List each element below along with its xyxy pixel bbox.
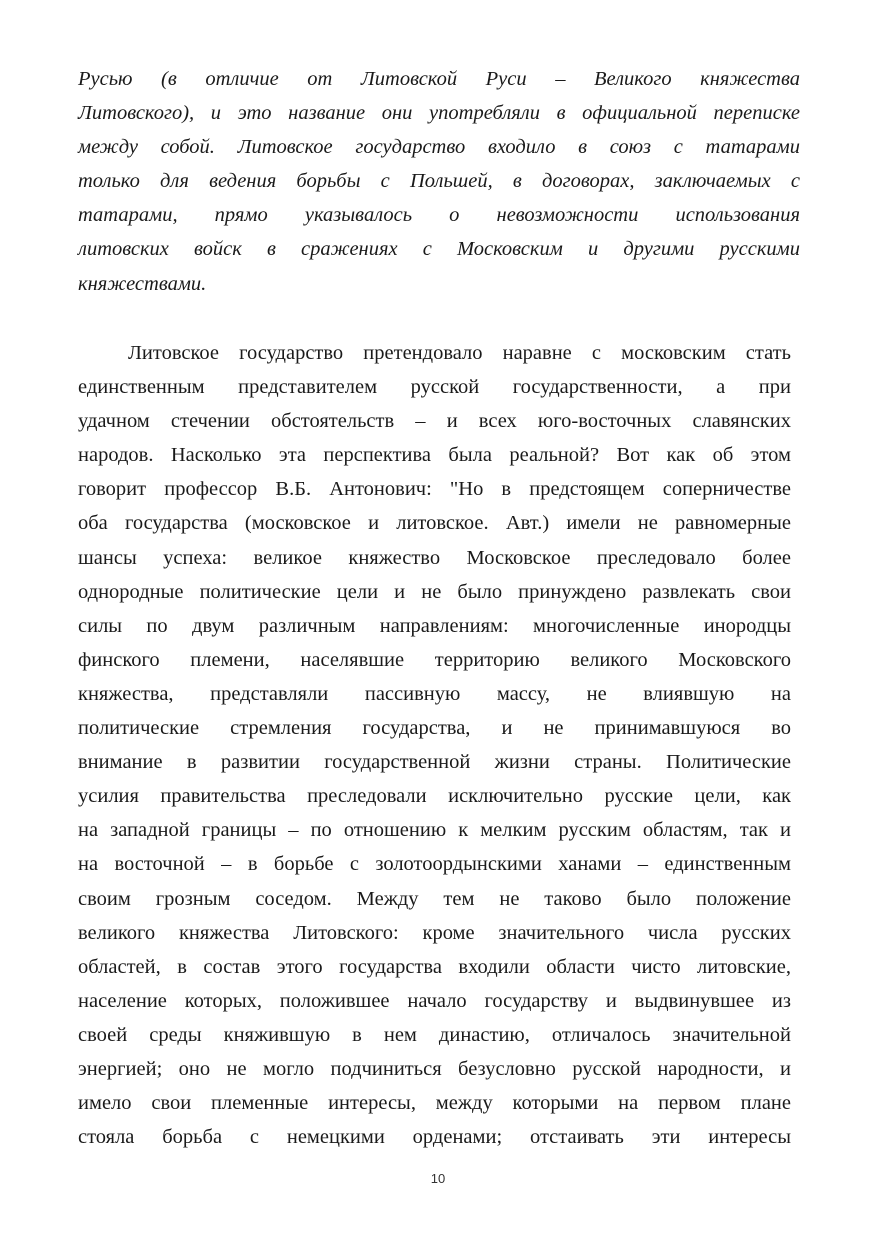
paragraph-line: великого княжества Литовского: кроме значительного числа русских xyxy=(78,921,791,944)
paragraph-line: на восточной – в борьбе с золотоордынскими ханами – единственным xyxy=(78,853,791,876)
paragraph-line: силы по двум различным направлениям: многочисленные инородцы xyxy=(78,614,791,637)
paragraph-line: политические стремления государства, и не принимавшуюся во xyxy=(78,717,791,740)
quote-line: только для ведения борьбы с Польшей, в договорах, заключаемых с xyxy=(78,170,800,193)
paragraph-line: население которых, положившее начало государству и выдвинувшее из xyxy=(78,989,791,1012)
quote-line: литовских войск в сражениях с Московским и другими русскими xyxy=(78,238,800,261)
paragraph-line: княжества, представляли пассивную массу, не влиявшую на xyxy=(78,682,791,705)
quote-line: Русью (в отличие от Литовской Руси – Великого княжества xyxy=(78,68,800,90)
paragraph-line: энергией; оно не могло подчиниться безусловно русской народности, и xyxy=(78,1057,791,1080)
quote-line: татарами, прямо указывалось о невозможности использования xyxy=(78,204,800,227)
paragraph-line: стояла борьба с немецкими орденами; отстаивать эти интересы xyxy=(78,1126,791,1149)
paragraph-line: усилия правительства преследовали исключительно русские цели, как xyxy=(78,785,791,808)
paragraph-line: единственным представителем русской государственности, а при xyxy=(78,376,791,399)
paragraph-line: на западной границы – по отношению к мелким русским областям, так и xyxy=(78,819,791,842)
paragraph-line: шансы успеха: великое княжество Московское преследовало более xyxy=(78,546,791,569)
quote-line: между собой. Литовское государство входило в союз с татарами xyxy=(78,136,800,159)
paragraph-line: внимание в развитии государственной жизни страны. Политические xyxy=(78,751,791,774)
paragraph-line: оба государства (московское и литовское. Авт.) имели не равномерные xyxy=(78,512,791,535)
paragraph-line: финского племени, населявшие территорию великого Московского xyxy=(78,648,791,671)
page-number: 10 xyxy=(430,1171,446,1186)
paragraph-line: народов. Насколько эта перспектива была реальной? Вот как об этом xyxy=(78,444,791,467)
quote-line: Литовского), и это название они употребляли в официальной переписке xyxy=(78,102,800,125)
body-paragraph xyxy=(78,336,791,1154)
paragraph-line: своей среды княжившую в нем династию, отличалось значительной xyxy=(78,1023,791,1046)
paragraph-line: Литовское государство претендовало наравне с московским стать xyxy=(128,342,791,364)
paragraph-line: удачном стечении обстоятельств – и всех юго-восточных славянских xyxy=(78,410,791,433)
quote-line: княжествами. xyxy=(78,272,207,295)
italic-quote-block xyxy=(78,62,800,301)
paragraph-line: говорит профессор В.Б. Антонович: "Но в предстоящем соперничестве xyxy=(78,478,791,501)
paragraph-line: имело свои племенные интересы, между которыми на первом плане xyxy=(78,1092,791,1115)
paragraph-line: областей, в состав этого государства входили области чисто литовские, xyxy=(78,955,791,978)
paragraph-line: своим грозным соседом. Между тем не таково было положение xyxy=(78,887,791,910)
paragraph-line: однородные политические цели и не было принуждено развлекать свои xyxy=(78,580,791,603)
